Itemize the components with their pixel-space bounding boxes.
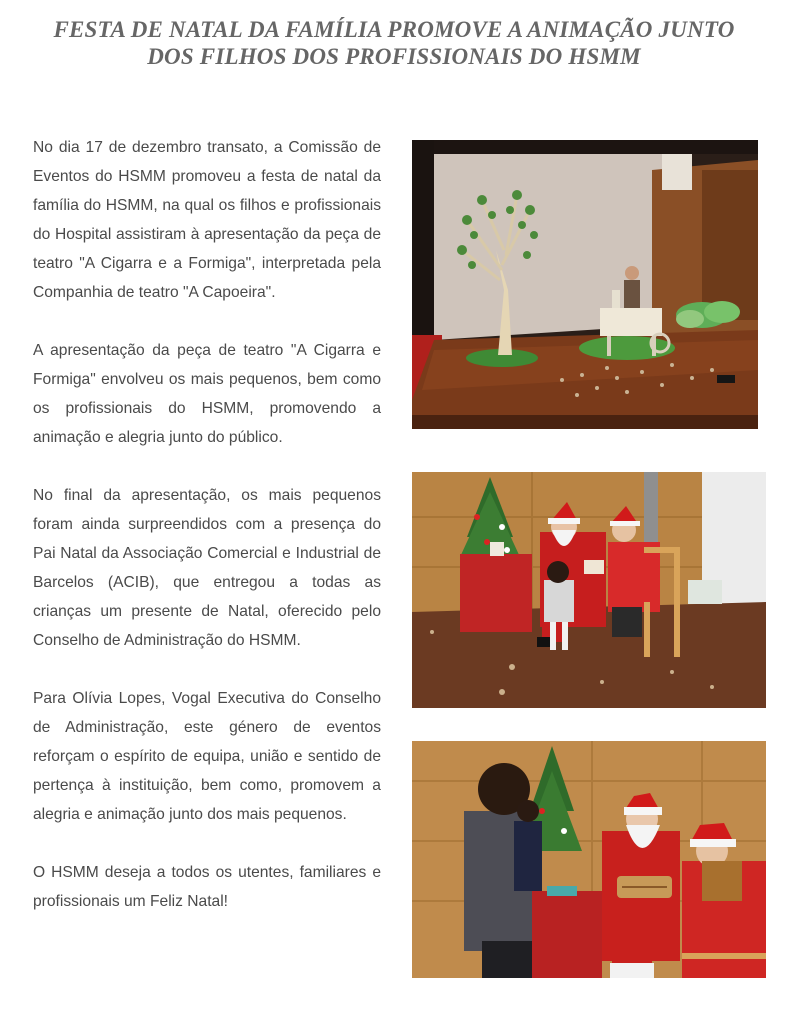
paragraph-play: A apresentação da peça de teatro "A Cigarra e Formiga" envolveu os mais pequenos, bem como os profissionais do HSMM, promovendo a animação e alegria junto do público. [33,342,381,446]
paragraph-santa: No final da apresentação, os mais pequenos foram ainda surpreendidos com a presença do Pai Natal da Associação Comercial e Industrial de Barcelos (ACIB), que entregou a todas as crianças um presente de Natal, oferecido pelo Conselho de Administração do HSMM. [33,487,381,649]
paragraph-wishes: O HSMM deseja a todos os utentes, familiares e profissionais um Feliz Natal! [33,864,381,910]
santa-gift-photo [412,741,766,978]
title-line-2: DOS FILHOS DOS PROFISSIONAIS DO HSMM [147,44,641,69]
title-line-1: FESTA DE NATAL DA FAMÍLIA PROMOVE A ANIMAÇÃO JUNTO [53,17,735,42]
page-title [20,16,768,70]
santa-with-child-photo [412,472,766,708]
paragraph-quote: Para Olívia Lopes, Vogal Executiva do Conselho de Administração, este género de eventos reforçam o espírito de equipa, união e sentido de pertença à instituição, bem como, promovem a alegria e animação junto dos mais pequenos. [33,690,381,823]
theatre-stage-photo [412,140,758,429]
paragraph-intro: No dia 17 de dezembro transato, a Comissão de Eventos do HSMM promoveu a festa de natal da família do HSMM, na qual os filhos e profissionais do Hospital assistiram à apresentação da peça de teatro "A Cigarra e a Formiga", interpretada pela Companhia de teatro "A Capoeira". [33,139,381,301]
article-body [33,133,381,945]
